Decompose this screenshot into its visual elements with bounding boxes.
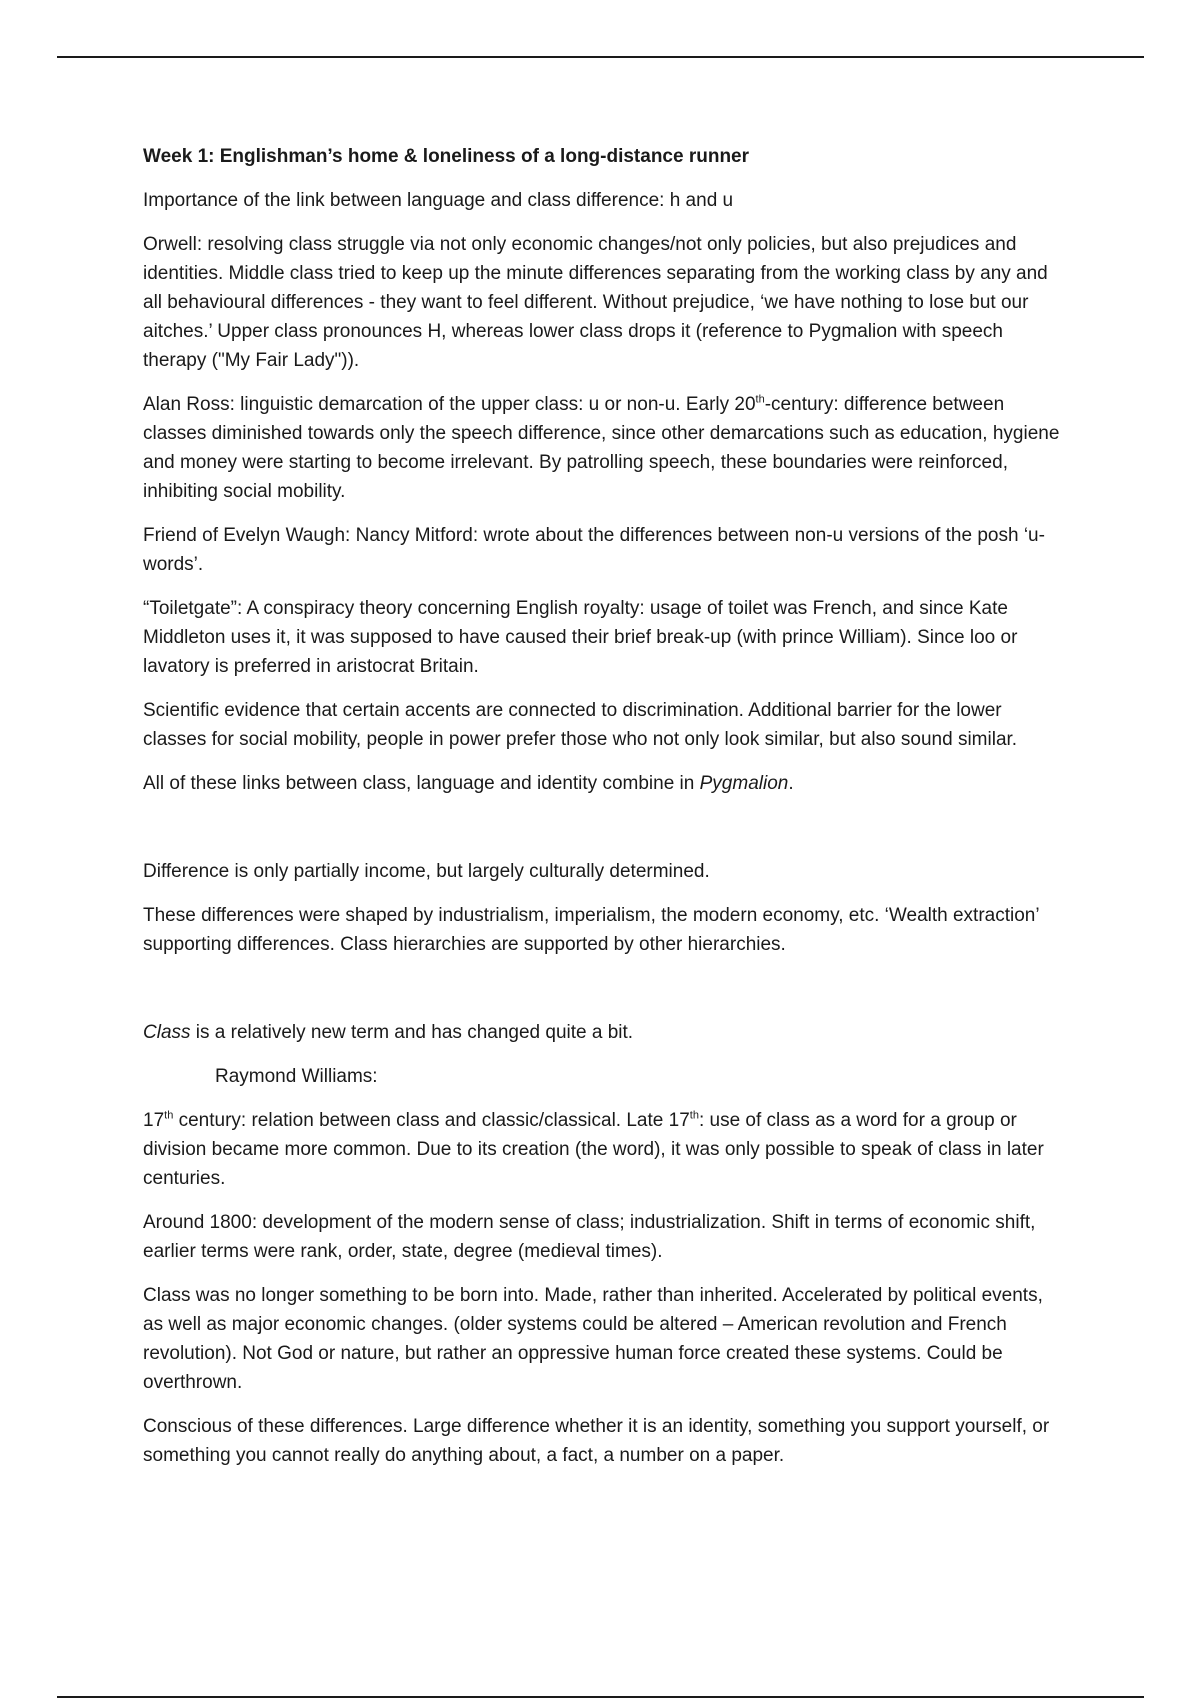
paragraph-alan-ross <box>143 390 1063 506</box>
header-rule <box>57 56 1144 58</box>
paragraph-toiletgate: “Toiletgate”: A conspiracy theory concerning English royalty: usage of toilet was French, and since Kate Middleton uses it, it was supposed to have caused their brief break-up (with prince William). Since loo or lavatory is preferred in aristocrat Britain. <box>143 598 1018 677</box>
c17-text-b: century: relation between class and classic/classical. Late 17 <box>173 1110 690 1131</box>
links-text-a: All of these links between class, language and identity combine in <box>143 773 700 794</box>
links-italic: Pygmalion <box>699 773 789 794</box>
c17-text-c: : use of class as a word for a group or division became more common. Due to its creation (the word), it was only possible to speak of class in later centuries. <box>143 1110 1044 1189</box>
footer-rule <box>57 1696 1144 1698</box>
paragraph-scientific: Scientific evidence that certain accents are connected to discrimination. Additional barrier for the lower classes for social mobility, people in power prefer those who not only look similar, but also sound similar. <box>143 700 1018 750</box>
links-text-b: . <box>788 773 794 794</box>
ross-superscript: th <box>755 393 765 406</box>
paragraph-17th-century <box>143 1106 1063 1193</box>
spacer <box>143 974 1063 1018</box>
paragraph-mitford: Friend of Evelyn Waugh: Nancy Mitford: wrote about the differences between non-u versions of the posh ‘u-words’. <box>143 525 1045 575</box>
paragraph-born: Class was no longer something to be born into. Made, rather than inherited. Accelerated by political events, as well as major economic changes. (older systems could be altered – American revolution and French revolution). Not God or nature, but rather an oppressive human force created these systems. Could be overthrown. <box>143 1285 1043 1393</box>
paragraph-difference: Difference is only partially income, but largely culturally determined. <box>143 861 710 882</box>
class-text-b: is a relatively new term and has changed quite a bit. <box>190 1022 634 1043</box>
spacer <box>143 813 1063 857</box>
paragraph-shaped: These differences were shaped by industrialism, imperialism, the modern economy, etc. ‘Wealth extraction’ supporting differences. Class hierarchies are supported by other hierarchies. <box>143 905 1039 955</box>
paragraph-conscious: Conscious of these differences. Large difference whether it is an identity, something you support yourself, or something you cannot really do anything about, a fact, a number on a paper. <box>143 1416 1050 1466</box>
paragraph-orwell: Orwell: resolving class struggle via not only economic changes/not only policies, but also prejudices and identities. Middle class tried to keep up the minute differences separating from the working class by any and all behavioural differences - they want to feel different. Without prejudice, ‘we have nothing to lose but our aitches.’ Upper class pronounces H, whereas lower class drops it (reference to Pygmalion with speech therapy ("My Fair Lady")). <box>143 234 1048 371</box>
paragraph-1800: Around 1800: development of the modern sense of class; industrialization. Shift in terms of economic shift, earlier terms were rank, order, state, degree (medieval times). <box>143 1212 1036 1262</box>
c17-superscript-1: th <box>164 1109 174 1122</box>
c17-superscript-2: th <box>689 1109 699 1122</box>
paragraph-links <box>143 769 1063 798</box>
ross-text-b: -century: difference between classes diminished towards only the speech difference, since other demarcations such as education, hygiene and money were starting to become irrelevant. By patrolling speech, these boundaries were reinforced, inhibiting social mobility. <box>143 394 1060 502</box>
class-italic: Class <box>143 1022 191 1043</box>
document-body <box>143 142 1063 1485</box>
document-heading: Week 1: Englishman’s home & loneliness of a long-distance runner <box>143 146 750 167</box>
paragraph-williams: Raymond Williams: <box>215 1066 378 1087</box>
paragraph-importance: Importance of the link between language and class difference: h and u <box>143 190 734 211</box>
c17-text-a: 17 <box>143 1110 165 1131</box>
paragraph-class <box>143 1018 1063 1047</box>
ross-text-a: Alan Ross: linguistic demarcation of the upper class: u or non-u. Early 20 <box>143 394 756 415</box>
